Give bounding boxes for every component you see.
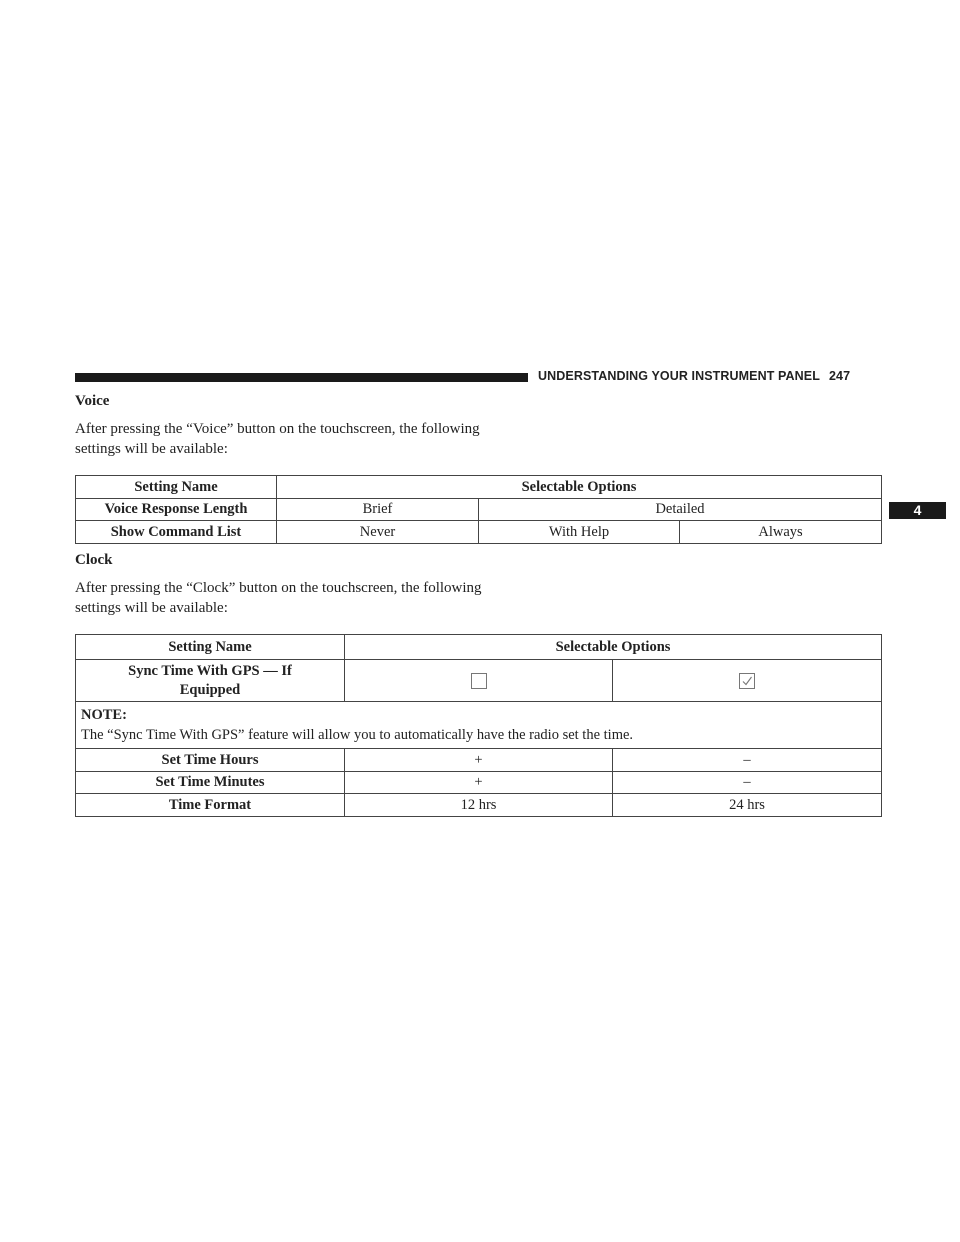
option-cell: – (613, 772, 882, 794)
setting-name: Voice Response Length (76, 499, 277, 521)
column-header-selectable-options: Selectable Options (345, 635, 882, 660)
table-row (76, 499, 882, 521)
note-row (76, 702, 882, 749)
chapter-tab: 4 (889, 502, 946, 519)
header-rule (75, 373, 528, 382)
option-cell: Detailed (479, 499, 882, 521)
column-header-setting-name: Setting Name (76, 476, 277, 499)
setting-name: Set Time Minutes (76, 772, 345, 794)
note-cell (76, 702, 882, 749)
option-cell: Brief (277, 499, 479, 521)
clock-intro: After pressing the “Clock” button on the touchscreen, the following settings will be available: (75, 580, 482, 616)
setting-name: Sync Time With GPS — If Equipped (76, 660, 345, 702)
page-number: 247 (828, 369, 851, 383)
table-row (76, 660, 882, 702)
table-row (76, 521, 882, 544)
unchecked-box-icon (471, 673, 487, 689)
column-header-setting-name: Setting Name (76, 635, 345, 660)
setting-name: Show Command List (76, 521, 277, 544)
table-row (76, 749, 882, 772)
option-cell: 24 hrs (613, 794, 882, 817)
column-header-selectable-options: Selectable Options (277, 476, 882, 499)
setting-name: Time Format (76, 794, 345, 817)
voice-intro: After pressing the “Voice” button on the touchscreen, the following settings will be available: (75, 421, 480, 457)
clock-heading: Clock (75, 552, 113, 568)
option-cell: – (613, 749, 882, 772)
option-cell: With Help (479, 521, 680, 544)
option-cell (613, 660, 882, 702)
option-cell (345, 660, 613, 702)
option-cell: Never (277, 521, 479, 544)
voice-settings-table (75, 475, 882, 544)
option-cell: Always (680, 521, 882, 544)
setting-name: Set Time Hours (76, 749, 345, 772)
checked-box-icon (739, 673, 755, 689)
note-label: NOTE: (81, 707, 127, 723)
voice-heading: Voice (75, 393, 110, 409)
note-text: The “Sync Time With GPS” feature will allow you to automatically have the radio set the time. (81, 727, 634, 743)
table-row (76, 772, 882, 794)
table-row (76, 794, 882, 817)
option-cell: + (345, 772, 613, 794)
clock-settings-table (75, 634, 882, 817)
section-title: UNDERSTANDING YOUR INSTRUMENT PANEL (538, 369, 820, 383)
option-cell: + (345, 749, 613, 772)
running-header (538, 369, 850, 383)
option-cell: 12 hrs (345, 794, 613, 817)
